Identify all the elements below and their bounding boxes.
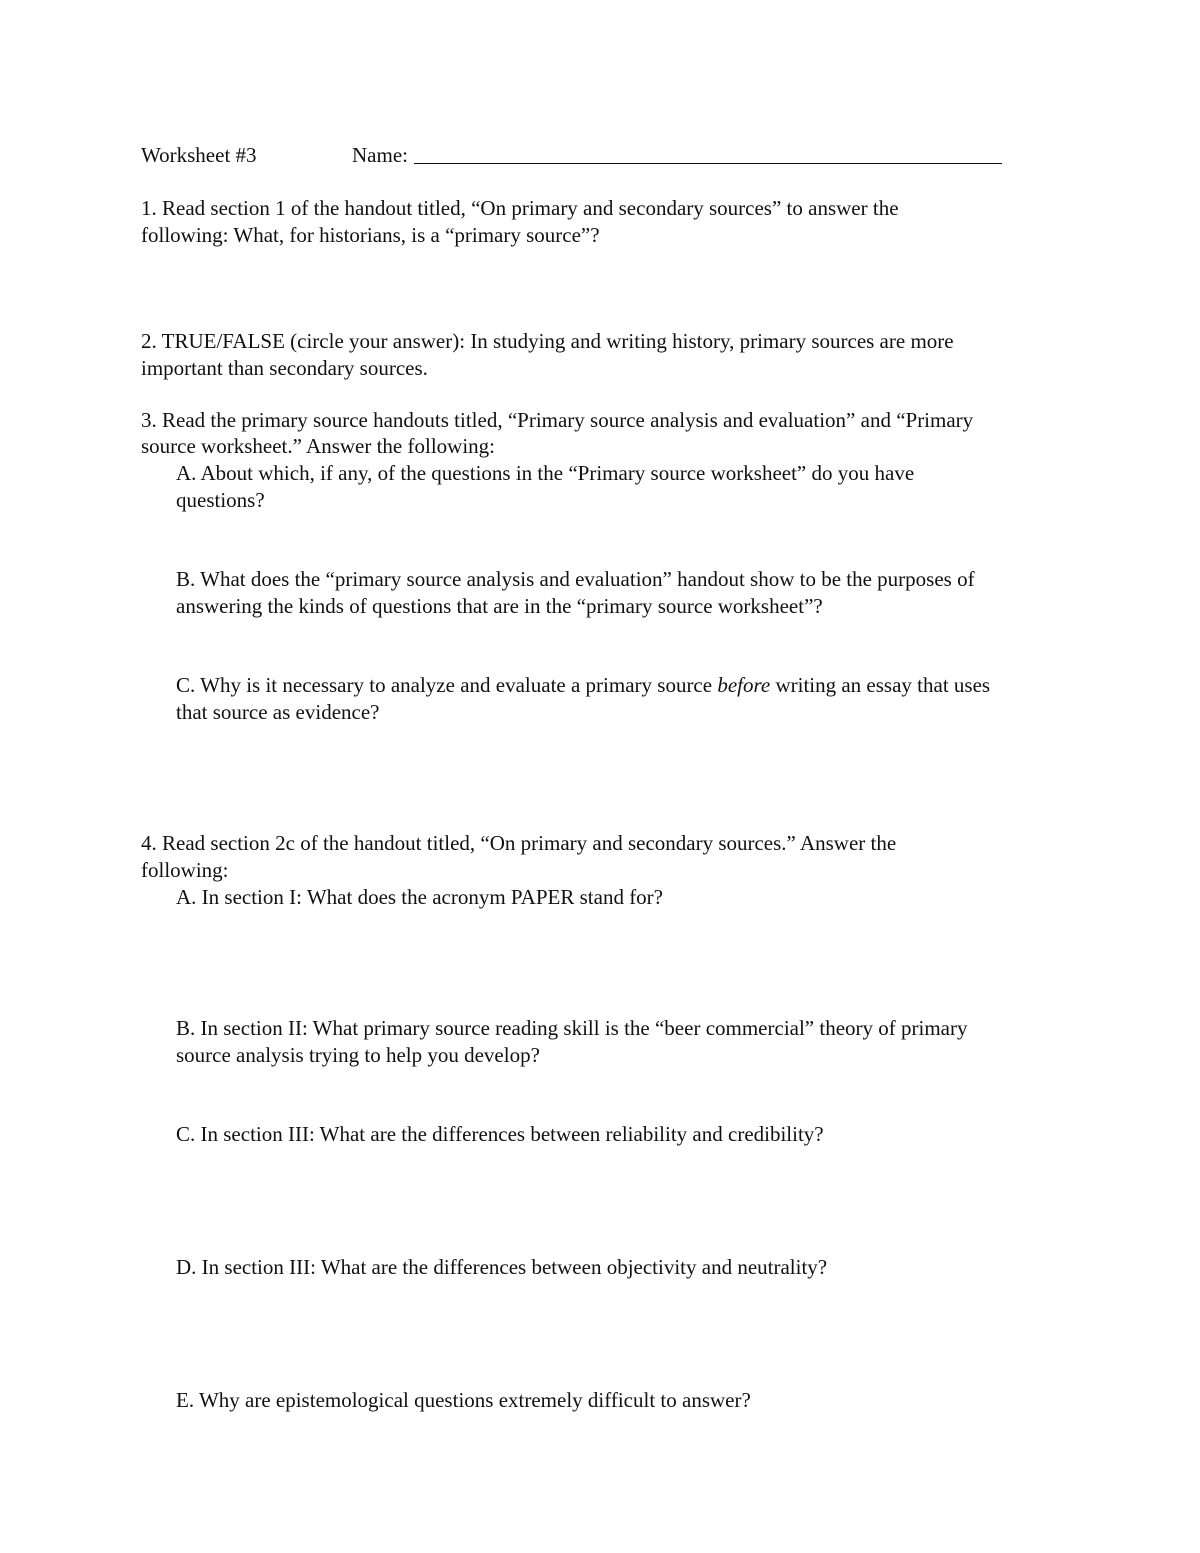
question-3c-text-pre: C. Why is it necessary to analyze and evaluate a primary source	[176, 673, 718, 697]
question-4d: D. In section III: What are the differences between objectivity and neutrality?	[176, 1255, 828, 1279]
worksheet-title: Worksheet #3	[141, 143, 257, 167]
question-4-line-1: 4. Read section 2c of the handout titled, “On primary and secondary sources.” Answer the	[141, 831, 897, 855]
question-4-line-2: following:	[141, 858, 229, 882]
question-3a-line-2: questions?	[176, 488, 265, 512]
question-3c-text-post: writing an essay that uses	[770, 673, 991, 697]
question-3b-line-1: B. What does the “primary source analysis and evaluation” handout show to be the purposes of	[176, 567, 975, 591]
question-3c-line-1	[176, 672, 990, 698]
question-4b-line-1: B. In section II: What primary source reading skill is the “beer commercial” theory of primary	[176, 1016, 968, 1040]
question-4b-line-2: source analysis trying to help you develop?	[176, 1043, 540, 1067]
question-1-line-2: following: What, for historians, is a “primary source”?	[141, 223, 600, 247]
name-label: Name:	[352, 143, 408, 167]
question-3b-line-2: answering the kinds of questions that are in the “primary source worksheet”?	[176, 594, 823, 618]
question-4a: A. In section I: What does the acronym PAPER stand for?	[176, 885, 663, 909]
question-3c-emphasis: before	[717, 673, 771, 697]
name-blank-line	[414, 163, 1002, 164]
question-3-line-2: source worksheet.” Answer the following:	[141, 434, 495, 458]
question-2-line-2: important than secondary sources.	[141, 356, 428, 380]
question-3-line-1: 3. Read the primary source handouts titled, “Primary source analysis and evaluation” and “Primary	[141, 408, 974, 432]
question-1-line-1: 1. Read section 1 of the handout titled, “On primary and secondary sources” to answer the	[141, 196, 899, 220]
question-4c: C. In section III: What are the differences between reliability and credibility?	[176, 1122, 824, 1146]
question-3c-line-2: that source as evidence?	[176, 700, 380, 724]
question-4e: E. Why are epistemological questions extremely difficult to answer?	[176, 1388, 751, 1412]
question-3a-line-1: A. About which, if any, of the questions in the “Primary source worksheet” do you have	[176, 461, 915, 485]
question-2-line-1: 2. TRUE/FALSE (circle your answer): In studying and writing history, primary sources are more	[141, 329, 954, 353]
